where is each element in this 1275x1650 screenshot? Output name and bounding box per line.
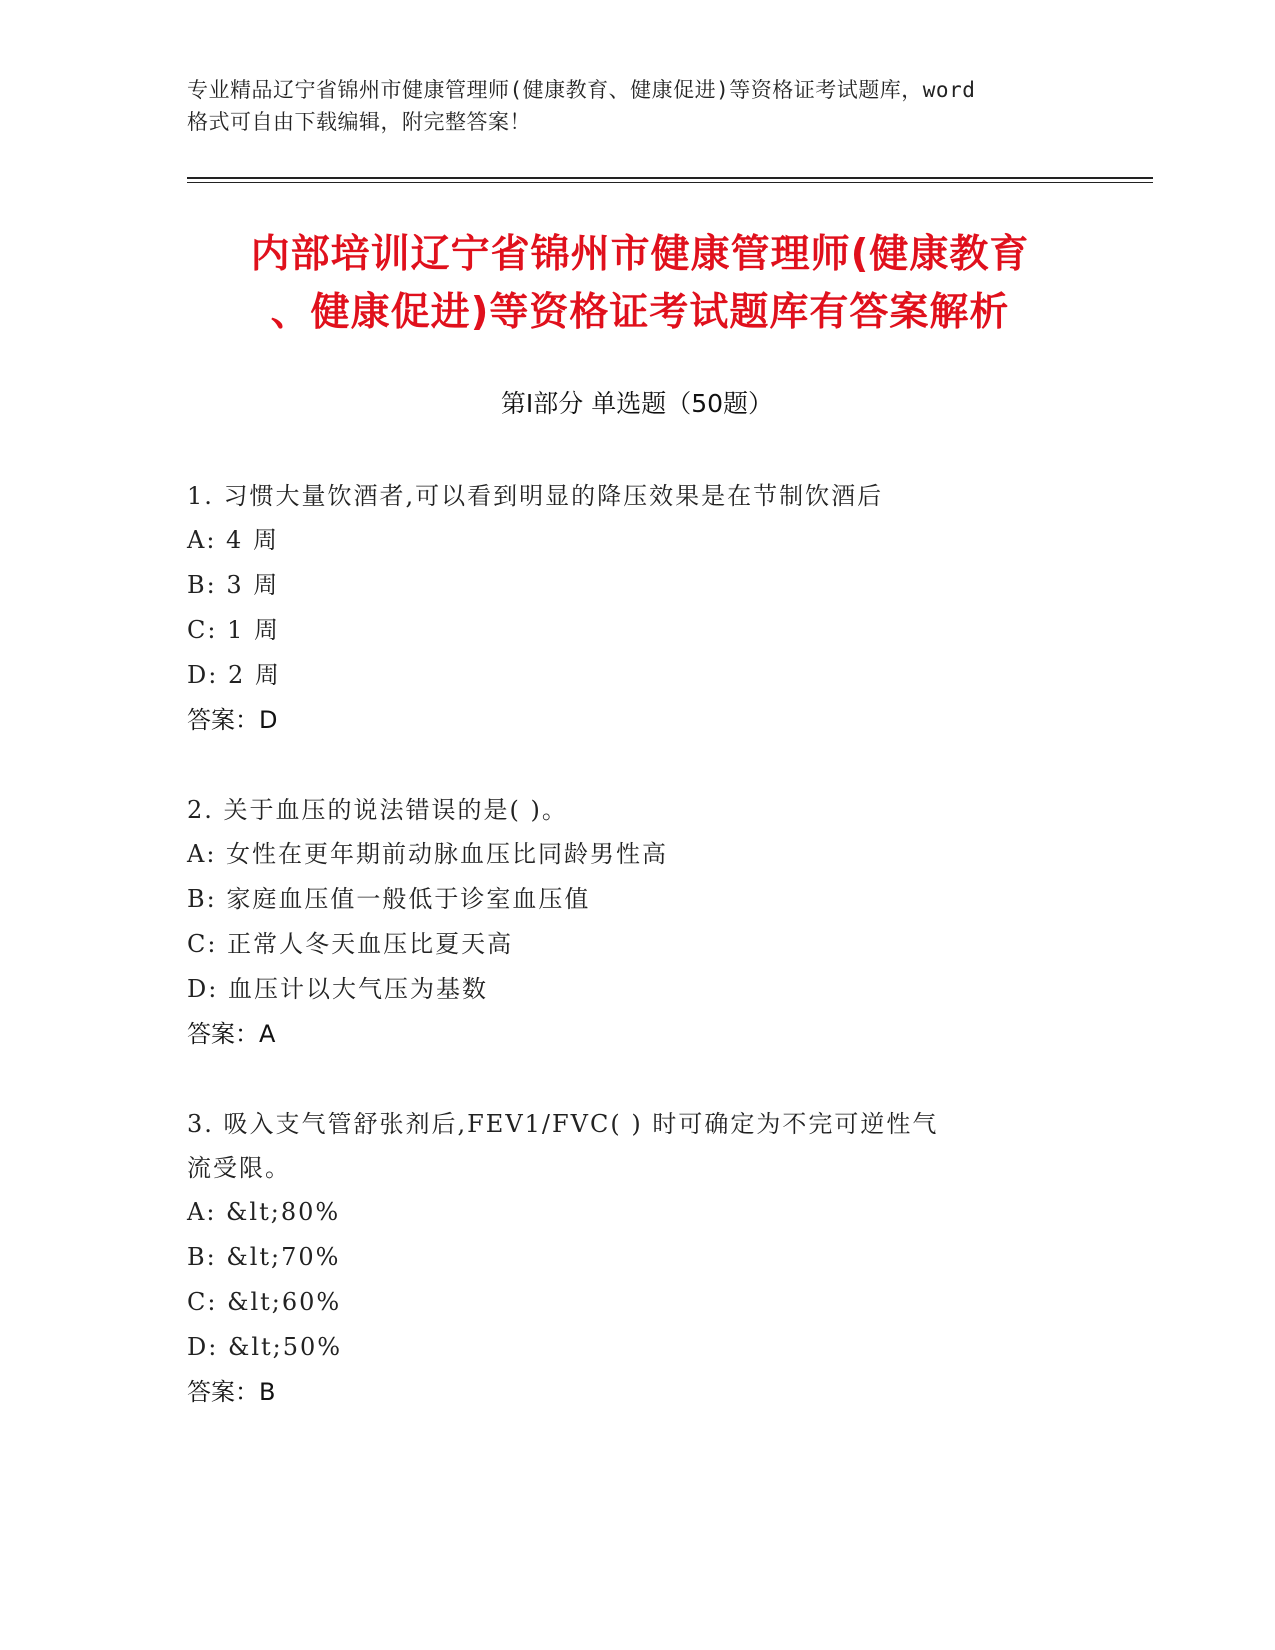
- document-title-line-1: 内部培训辽宁省锦州市健康管理师(健康教育: [250, 232, 1030, 277]
- document-title: [180, 226, 1100, 342]
- section-heading: 第Ⅰ部分 单选题（50题）: [500, 389, 774, 418]
- option-d: D: 2 周: [187, 661, 281, 689]
- option-c: C: 正常人冬天血压比夏天高: [187, 930, 514, 958]
- header-divider-thick: [187, 177, 1153, 179]
- header-note-line-1: 专业精品辽宁省锦州市健康管理师(健康教育、健康促进)等资格证考试题库，word: [187, 78, 976, 102]
- header-note: [187, 74, 1087, 138]
- question-item: [187, 474, 1087, 743]
- answer-line: 答案：A: [187, 1020, 276, 1048]
- option-b: B: 3 周: [187, 571, 280, 599]
- option-d: D: 血压计以大气压为基数: [187, 975, 488, 1003]
- question-item: [187, 1102, 1087, 1415]
- option-c: C: 1 周: [187, 616, 280, 644]
- option-c: C: &lt;60%: [187, 1288, 342, 1316]
- question-stem: 2. 关于血压的说法错误的是( )。: [187, 796, 568, 824]
- option-d: D: &lt;50%: [187, 1333, 343, 1361]
- question-list: [187, 474, 1087, 1460]
- question-item: [187, 788, 1087, 1057]
- header-divider-thin: [187, 182, 1153, 183]
- document-title-line-2: 、健康促进)等资格证考试题库有答案解析: [270, 290, 1010, 335]
- answer-line: 答案：B: [187, 1378, 276, 1406]
- option-a: A: 4 周: [187, 526, 279, 554]
- option-b: B: &lt;70%: [187, 1243, 341, 1271]
- question-stem: 3. 吸入支气管舒张剂后,FEV1/FVC( ) 时可确定为不完可逆性气: [187, 1110, 939, 1138]
- answer-line: 答案：D: [187, 706, 278, 734]
- option-a: A: 女性在更年期前动脉血压比同龄男性高: [187, 840, 669, 868]
- question-stem-continued: 流受限。: [187, 1154, 291, 1182]
- option-a: A: &lt;80%: [187, 1198, 341, 1226]
- header-note-line-2: 格式可自由下载编辑，附完整答案！: [187, 110, 531, 134]
- question-stem: 1. 习惯大量饮酒者,可以看到明显的降压效果是在节制饮酒后: [187, 482, 884, 510]
- option-b: B: 家庭血压值一般低于诊室血压值: [187, 885, 591, 913]
